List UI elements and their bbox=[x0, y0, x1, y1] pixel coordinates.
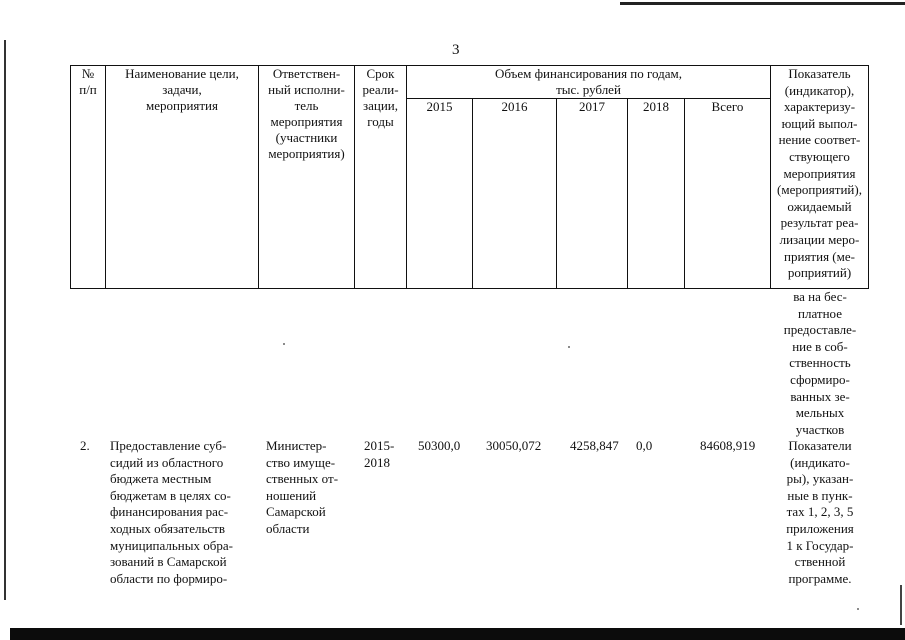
header-year-2018: 2018 bbox=[628, 99, 685, 289]
header-year-2015: 2015 bbox=[407, 99, 473, 289]
financing-table-header bbox=[70, 65, 869, 289]
scan-speck bbox=[283, 343, 285, 345]
page-number: 3 bbox=[452, 42, 460, 58]
header-financing: Объем финансирования по годам, тыс. рублей bbox=[407, 66, 771, 99]
row-value-total: 84608,919 bbox=[700, 438, 756, 453]
header-term: Срок реали- зации, годы bbox=[355, 66, 407, 289]
header-total: Всего bbox=[685, 99, 771, 289]
row-responsible: Министер- ство имуще- ственных от- ношений Самарской области bbox=[266, 438, 339, 536]
header-number: № п/п bbox=[71, 66, 106, 289]
row-value-2018: 0,0 bbox=[636, 438, 653, 453]
header-year-2016: 2016 bbox=[473, 99, 557, 289]
row-number: 2. bbox=[80, 438, 90, 453]
right-scan-edge bbox=[900, 585, 902, 625]
header-name: Наименование цели, задачи, мероприятия bbox=[106, 66, 259, 289]
left-scan-edge bbox=[4, 40, 6, 600]
header-indicator: Показатель (индикатор), характеризу- ющий выпол- нение соответ- ствующего мероприятия (мероприятий), ожидаемый результат реа- лизации меро- приятия (ме- роприятий) bbox=[771, 66, 869, 289]
scan-speck bbox=[857, 608, 859, 610]
header-year-2017: 2017 bbox=[557, 99, 628, 289]
row-value-2015: 50300,0 bbox=[418, 438, 461, 453]
row-indicator: Показатели (индикато- ры), указан- ные в пунк- тах 1, 2, 3, 5 приложения 1 к Государ- ственной программе. bbox=[786, 438, 854, 586]
top-scan-edge bbox=[620, 2, 905, 5]
row-name: Предоставление суб- сидий из областного бюджета местным бюджетам в целях со- финансирования рас- ходных обязательств муниципальных обра- зований в Самарской области по формиро- bbox=[110, 438, 233, 586]
header-responsible: Ответствен- ный исполни- тель мероприятия (участники мероприятия) bbox=[259, 66, 355, 289]
indicator-continuation: ва на бес- платное предоставле- ние в соб- ственность сформиро- ванных зе- мельных участков bbox=[783, 289, 857, 437]
bottom-scan-edge bbox=[10, 628, 905, 640]
row-value-2017: 4258,847 bbox=[570, 438, 619, 453]
scan-speck bbox=[568, 346, 570, 348]
row-term: 2015- 2018 bbox=[364, 438, 395, 470]
row-value-2016: 30050,072 bbox=[486, 438, 542, 453]
